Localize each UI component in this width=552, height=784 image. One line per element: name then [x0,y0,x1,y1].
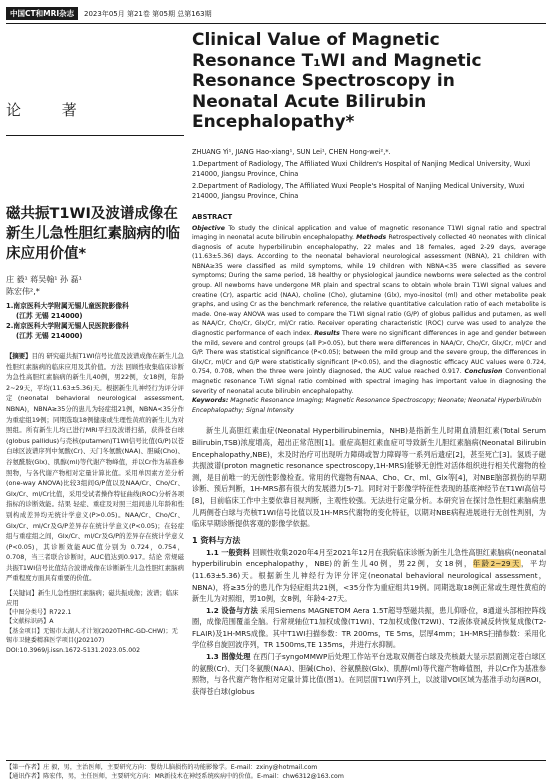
intro-paragraph: 新生儿高胆红素血症(Neonatal Hyperbilirubinemia，NHB)是指新生儿时期血清胆红素(Total Serum Bilirubin,TSB)浓度增高，超出正常范围[1]。重症高胆红素血症可导致新生儿胆红素脑病(Neonatal Bilirubin Encephalopathy,NBE)，未及时治疗可出现听力障碍或智力障碍等一系列后遗症[2]，甚至死亡[3]。氢质子磁共振波谱(proton magnetic resonance spectroscopy,1H-MRS)能够无创性对活体组织进行相关代谢物的检测，是目前唯一的无创性影像检查。常用的代谢物有NAA、Cho、Cr、ml、Glx等[4]，对NBE脑部损伤的早期诊断、预后判断，1H-MRS都有很大的发展潜力[5-7]。同时对于影像学特征性表现的基底神经节在T1WI高信号[8]，目前临床工作中主要依靠目视判断，主观性较强。无法进行定量分析。本研究旨在探讨急性胆红素脑病患儿两侧苍白球与壳核T1WI信号比值以及1H-MRS代谢物的变化特征，以期对NBE病程进展进行无创性判别，为临床早期诊断提供客观的影像学依据。 [192,426,546,529]
class-number: 【中图分类号】R722.1 [6,609,72,617]
results-text: There were no significant differences in age and gender between the mild, severe and control groups (all P>0.05), but there were differences in NAA/Cr, Cho/Cr, Glx/Cr, ml/Cr and G/P. There was statistical significance (P<0.05); between the mild group and the severe group, the differences in Glx/Cr, ml/Cr and G/P were statistically significant (P<0.05), and the diagnostic efficacy AUC values were 0.724, 0.754, 0.708, when the three were jointly diagnosed, the AUC value reached 0.917. [192,330,546,376]
column-label: 论 著 [6,84,184,136]
footnote [6,760,546,781]
en-affil-2: 2.Department of Radiology, The Affiliated Wuxi People's Hospital of Nanjing Medical University, Wuxi 214000, Jiangsu Province, China [192,181,525,200]
subsection-1-1 [192,547,546,605]
cn-affil-1-sub: (江苏 无锡 214000) [16,312,83,320]
journal-issue: 2023年05月 第21卷 第05期 总第163期 [84,10,212,18]
journal-header [6,6,546,24]
highlighted-age-range[interactable]: 年龄2~29天 [472,559,522,569]
methods-text: Retrospectively collected 40 neonates with clinical diagnosis of acute hyperbilirubin encephalopathy, 22 males and 18 females, aged 2-29 days, average (11.63±5.36) days. According to the neonatal behavioral neurological assessment (NBNA), 21 children with NBNA≥35 were classified as mild symptoms, while 19 children with NBNA<35 were classified as severe symptoms; During the same period, 18 healthy or physiological jaundice newborns were selected as the control group. All newborns have undergone MR plain and spectral scans to obtain whole brain T1WI signal values and creatine (Cr), aspartic acid (NAA), choline (Cho), glutamine (Glx), myo-inositol (ml) and other metabolite peak graphs, and using Cr as the benchmark reference, the relative quantitative calculation ratio of each metabolite is made. One-way ANOVA was used to compare the T1WI signal ratio (G/P) of globus pallidus and putamen, as well as NAA/Cr, Cho/Cr, Glx/Cr, ml/Cr ratio. Receiver operating characteristic (ROC) curve was used to analyze the diagnostic performance of each index. [192,234,546,338]
en-authors: ZHUANG Yi¹, JIANG Hao-xiang¹, SUN Lei¹, CHEN Hong-wei²,*. [192,147,391,156]
cn-keywords-label: 【关键词】 [6,589,38,598]
corresponding-author-note: 【通讯作者】陈宏伟，男，主任医师，主要研究方向：MR新技术在神经系统疾病中的价值。E-mail：chw6312@163.com [6,773,344,780]
subsection-1-2-text: 采用Siemens MAGNETOM Aera 1.5T超导型磁共振，患儿仰卧位，8通道头部相控阵线圈，成像范围覆盖全脑。行常规轴位T1加权成像(T1WI)、T2加权成像(T2WI)、T2液体衰减反转恢复成像(T2-FLAIR)及1H-MRS成像。其中T1WI扫描参数：TR 200ms，TE 5ms，层厚4mm；1H-MRS扫描参数：采用化学位移自旋回波序列，TR 1500ms,TE 135ms，并进行水抑制。 [192,605,546,650]
subsection-1-1-text-b: ，平均(11.63±5.36)天。根据新生儿神经行为评分评定(neonatal behavioral neurological assessment，NBNA)，将≥35分的患儿作为轻症组共21例，<35分作为重症组共19例。同期选取18例正常或生理性黄疸的新生儿为对照组，男10例，女8例，年龄4-27天。 [192,559,546,604]
subsection-1-3-text: 在西门子syngoMMWP后处理工作站平台选取双侧苍白球及壳核最大显示层面测定苍白球区的氨酸(Cr)、天门冬氨酸(NAA)、胆碱(Cho)、谷氨酰胺(Glx)、肌醇(ml)等代谢产物峰值图，并以Cr作为基准参照物，与各代谢产物作相对定量计算比值(图1)。在同层面T1WI序列上，以波谱VOI区域为基准手动勾画ROI，获得苍白球(globus [192,652,546,696]
subsection-1-1-label: 1.1 一般资料 [206,547,251,557]
subsection-1-1-text-a: 回顾性收集2020年4月至2021年12月在我院临床诊断为新生儿急性高胆红素脑病(neonatal hyperbilirubin encephalopathy，NBE)的新生儿40例，男22例，女18例， [192,547,546,569]
subsection-1-3-label: 1.3 图像处理 [206,652,251,662]
subsection-1-2-label: 1.2 设备与方法 [206,605,258,615]
en-affil-1: 1.Department of Radiology, The Affiliated Wuxi Children's Hospital of Nanjing Medical University, Wuxi 214000, Jiangsu Province, China [192,159,531,178]
objective-label: Objective [192,224,225,232]
right-column [192,30,546,697]
section-heading-1: 1 资料与方法 [192,535,241,545]
conclusion-label: Conclusion [464,368,503,376]
cn-affil-2: 2.南京医科大学附属无锡人民医院影像科 [6,322,129,330]
subsection-1-3 [192,651,546,697]
journal-badge: 中国CT和MRI杂志 [6,7,78,20]
first-author-note: 【第一作者】庄 毅，男，主治医师，主要研究方向：婴幼儿脑损伤的功能影像学。E-mail：zxiny@hotmail.com [6,764,318,771]
conclusion-text: Conventional magnetic resonance T₁WI signal ratio combined with spectral imaging has important value in diagnosing the severity of neonatal acute bilirubin encephalopathy. [192,368,547,395]
en-keywords-text: Magnetic Resonance Imaging; Magnetic Resonance Spectroscopy; Neonate; Neonatal Hyperbilirubin Encephalopathy; Signal Intensity [192,397,542,414]
doi[interactable]: DOI:10.3969/j.issn.1672-5131.2023.05.002 [6,646,141,654]
en-keywords-label: Keywords: [192,397,229,405]
document-code: 【文献标识码】A [6,618,54,626]
subsection-1-2 [192,605,546,651]
en-title: Clinical Value of Magnetic Resonance T₁WI and Magnetic Resonance Spectroscopy in Neonatal Acute Bilirubin Encephalopathy* [192,30,482,132]
fund-project: 【基金项目】无锡市太湖人才计划(2020THRC-GD-CHW)；无锡市卫健委精准医学项目(J202107) [6,627,178,645]
cn-affil-2-sub: (江苏 无锡 214000) [16,332,83,340]
left-column [6,30,184,655]
en-abstract [192,224,546,397]
methods-label: Methods [356,234,387,242]
cn-authors [6,274,184,298]
cn-abstract-label: 【摘要】 [6,352,32,360]
cn-authors-line1: 庄 毅¹ 蒋吴翰¹ 孙 磊¹ [6,275,82,284]
cn-abstract [6,351,184,584]
en-abstract-heading: ABSTRACT [192,212,233,221]
cn-affiliations [6,301,184,341]
cn-keywords [6,588,184,608]
cn-authors-line2: 陈宏伟²,* [6,287,40,296]
en-keywords [192,396,546,415]
cn-title: 磁共振T1WI及波谱成像在新生儿急性胆红素脑病的临床应用价值* [6,206,180,262]
cn-abstract-text: 目的 研究磁共振T1WI信号比值及波谱成像在新生儿急性胆红素脑病的临床应用及其价值。方法 回顾性收集临床诊断为急性高胆红素脑病的新生儿40例，男22例，女18例，年龄2~29天，平均(11.63±5.36)天。根据新生儿神经行为评分评定(neonatal behavioral neurological assessment, NBNA)，NBNA≥35分的患儿为轻症组21例，NBNA<35分作为重症组19例；同期选取18例健康或生理性黄疸的新生儿为对照组。所有新生儿均已进行MRI平扫及波谱扫描，获得苍白球(globus pallidus)与壳核(putamen)T1WI信号比值(G/P)以苍白球区波谱序列中氮酸(Cr)、天门冬氨酸(NAA)、胆碱(Cho)、谷氨酰胺(Glx)、肌醇(ml)等代谢产物峰值，并以Cr作为基准参照物，与各代谢产物相对定量计算比值。采用单因素方差分析(one-way ANOVA)比较3组间G/P值以及NAA/Cr、Cho/Cr、Glx/Cr、ml/Cr比值，采用受试者操作特征曲线(ROC)分析各项指标的诊断效能。结果 轻症、重症及对照三组间患儿年龄和性别构成差异均无统计学意义(P>0.05)。NAA/Cr、Cho/Cr、Glx/Cr、ml/Cr及G/P差异存在统计学意义(P<0.05)；在轻症组与重症组之间，Glx/Cr、ml/Cr及G/P的差异存在统计学意义(P<0.05)，其诊断效能AUC值分别为 0.724，0.754，0.708，当三者联合诊断时，AUC值达到0.917。结论 常规磁共振T1WI信号比值结合波谱成像在诊断新生儿急性胆红素脑病严重程度方面具有重要的价值。 [6,352,184,583]
results-label: Results [314,330,340,338]
cn-keywords-text: 新生儿急性胆红素脑病；磁共振成像；波谱；临床应用 [6,589,179,608]
objective-text: To study the clinical application and value of magnetic resonance T1WI signal ratio and spectral imaging in neonatal acute bilirubin encephalopathy. [192,224,546,242]
cn-affil-1: 1.南京医科大学附属无锡儿童医院影像科 [6,302,129,310]
